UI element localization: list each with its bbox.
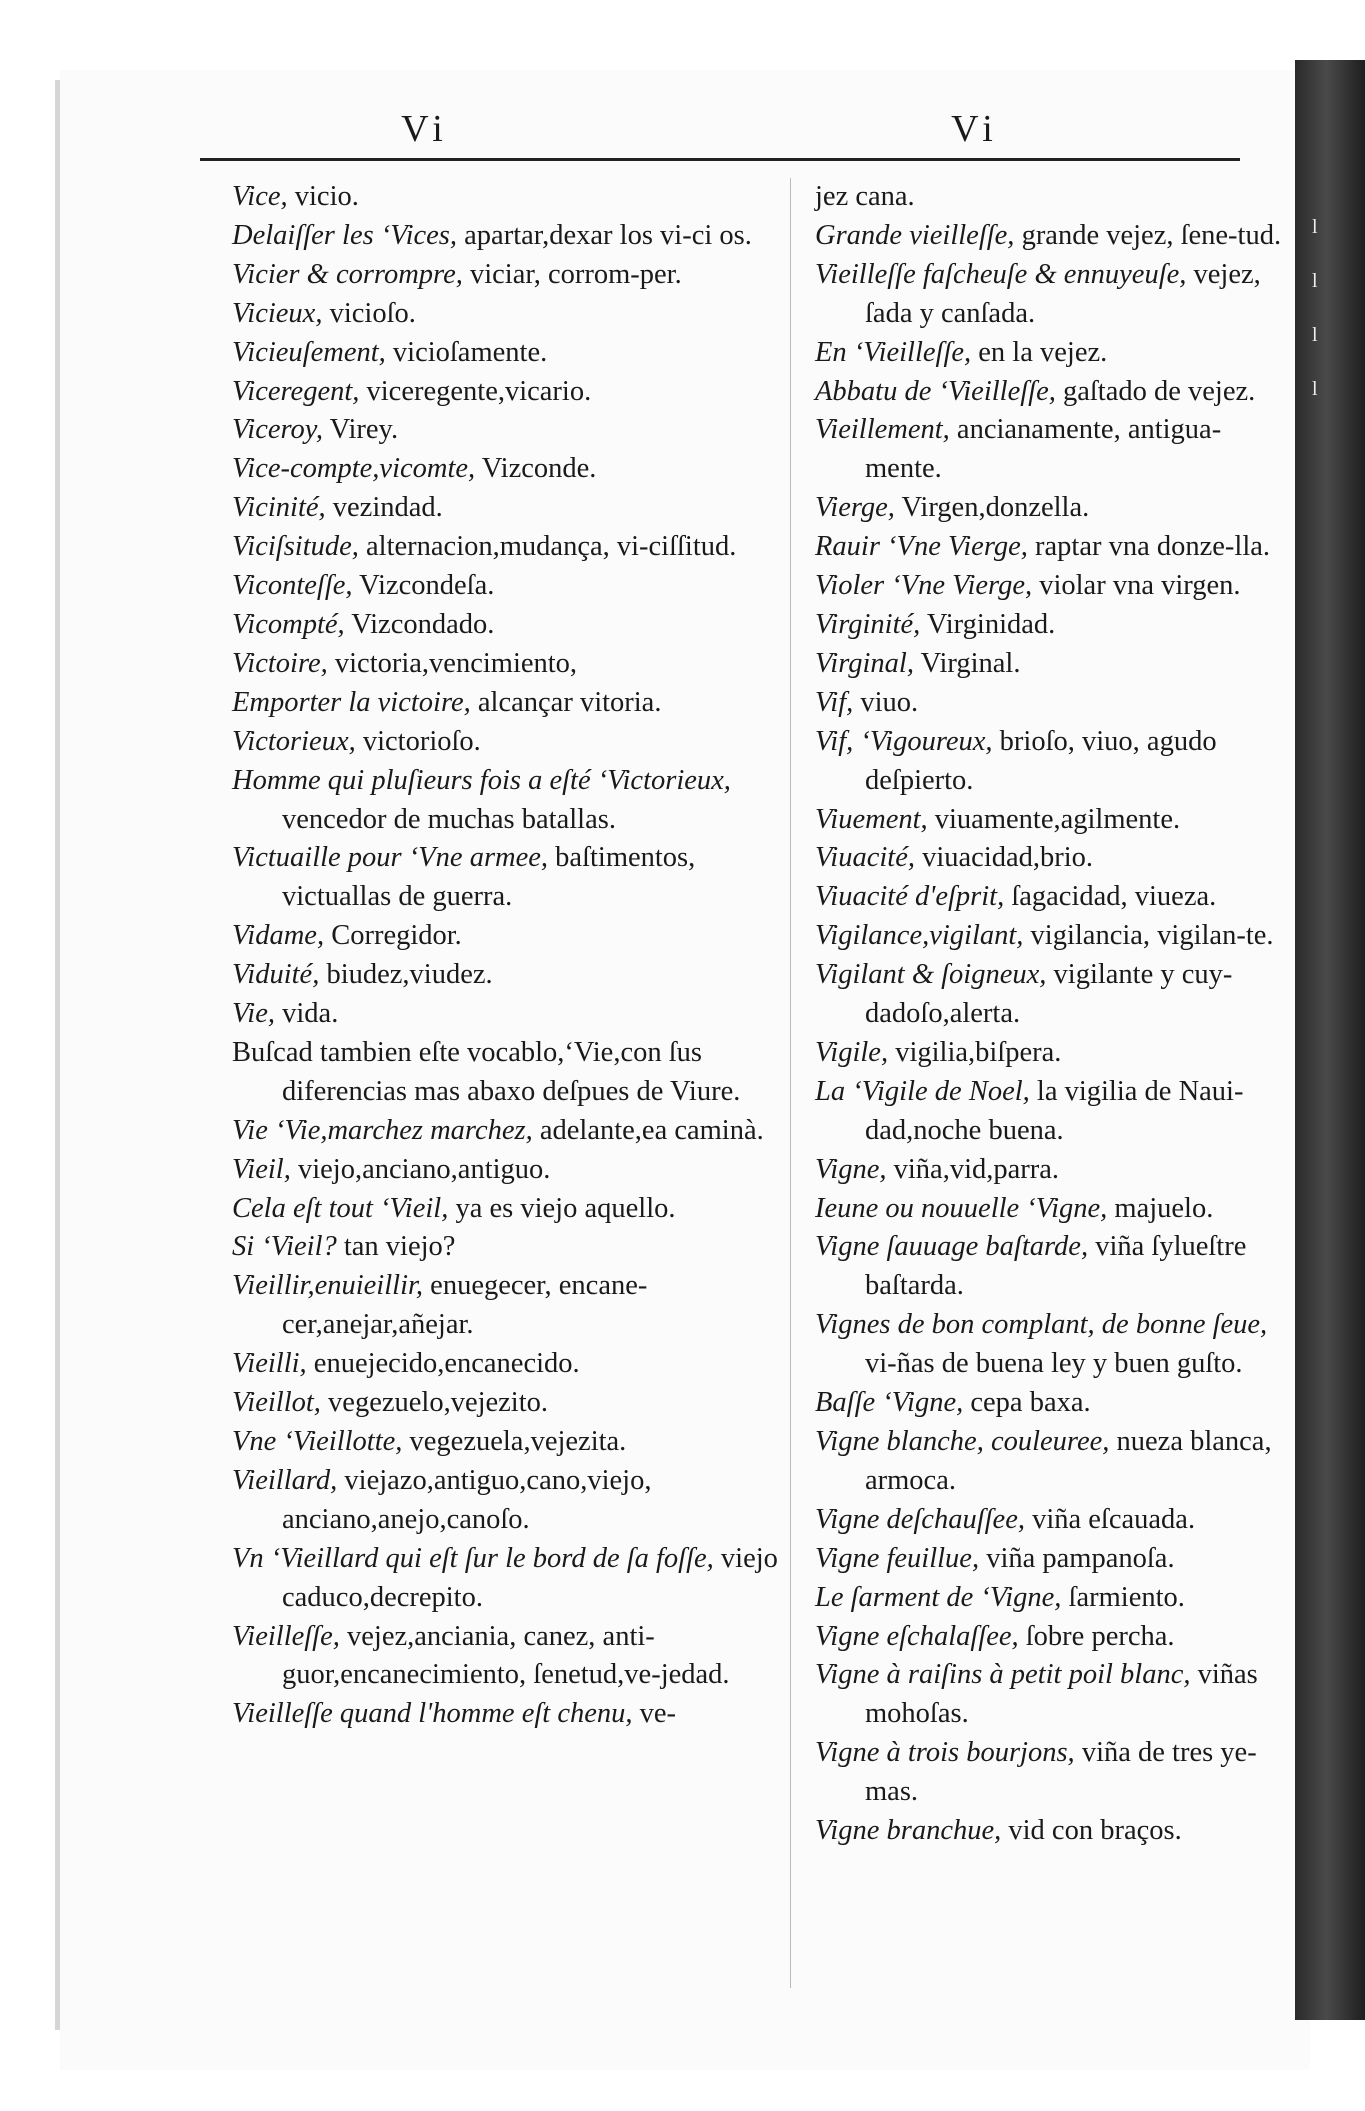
entry-definition: Buſcad tambien eſte vocablo,‘Vie,con ſus diferencias mas abaxo deſpues de Viure. xyxy=(232,1036,741,1107)
dictionary-entry xyxy=(815,1540,1290,1579)
dictionary-entry xyxy=(815,334,1290,373)
dictionary-entry xyxy=(815,1073,1290,1151)
entry-headword: Vierge, xyxy=(815,492,895,524)
entry-definition: viña ſylueſtre baſtarda. xyxy=(865,1231,1247,1302)
dictionary-entry xyxy=(232,1190,780,1229)
entry-definition: vicio. xyxy=(287,181,359,212)
entry-definition: Virgen,donzella. xyxy=(894,492,1090,524)
entry-definition: tan viejo? xyxy=(336,1231,456,1263)
entry-definition: victorioſo. xyxy=(355,725,481,757)
entry-headword: Virginal, xyxy=(815,647,914,679)
dictionary-entry xyxy=(815,1228,1290,1306)
dictionary-entry xyxy=(232,528,780,567)
entry-headword: Cela eſt tout ‘Vieil, xyxy=(232,1192,449,1224)
entry-headword: La ‘Vigile de Noel, xyxy=(815,1075,1030,1107)
dictionary-entry xyxy=(815,411,1290,489)
dictionary-entry xyxy=(232,1423,780,1462)
entry-headword: Vicinité, xyxy=(232,492,326,524)
dictionary-entry xyxy=(232,1695,780,1734)
entry-headword: Vigne ſauuage baſtarde, xyxy=(815,1231,1089,1263)
header-rule xyxy=(200,158,1240,161)
entry-definition: vejez,anciania, canez, anti-guor,encanecimiento, ſenetud,ve-jedad. xyxy=(282,1620,730,1691)
entry-definition: violar vna virgen. xyxy=(1032,570,1241,602)
dictionary-entry xyxy=(815,178,1290,217)
entry-definition: vid con braços. xyxy=(1001,1815,1182,1847)
dictionary-entry xyxy=(815,956,1290,1034)
entry-definition: vegezuela,vejezita. xyxy=(402,1426,627,1457)
entry-headword: Vignes de bon complant, de bonne ſeue, xyxy=(815,1309,1268,1341)
entry-headword: Vieillard, xyxy=(232,1464,338,1496)
entry-headword: Victoire, xyxy=(232,647,328,679)
dictionary-entry xyxy=(232,1228,780,1267)
dictionary-entry xyxy=(815,645,1290,684)
entry-headword: Vicieux, xyxy=(232,297,323,329)
dictionary-entry xyxy=(232,684,780,723)
dictionary-entry xyxy=(815,1501,1290,1540)
left-column xyxy=(232,178,780,1734)
entry-definition: la vigilia de Naui-dad,noche buena. xyxy=(865,1075,1244,1146)
entry-headword: Vigne à trois bourjons, xyxy=(815,1737,1075,1769)
dictionary-entry xyxy=(815,528,1290,567)
dictionary-entry xyxy=(232,762,780,840)
dictionary-entry xyxy=(232,567,780,606)
entry-headword: Vicier & corrompre, xyxy=(232,258,463,290)
entry-headword: Viceregent, xyxy=(232,375,360,407)
entry-headword: Vieillement, xyxy=(815,414,950,446)
running-header-left: Vi xyxy=(401,108,449,150)
entry-headword: Violer ‘Vne Vierge, xyxy=(815,570,1033,602)
entry-headword: Viciſsitude, xyxy=(232,531,359,563)
dictionary-entry xyxy=(815,373,1290,412)
entry-headword: Grande vieilleſſe, xyxy=(815,219,1015,251)
dictionary-entry xyxy=(232,411,780,450)
entry-definition: Vizconde. xyxy=(475,453,597,485)
entry-definition: viuacidad,brio. xyxy=(914,842,1094,874)
entry-headword: Vie, xyxy=(232,998,275,1030)
entry-headword: Viuacité d'eſprit, xyxy=(815,881,1005,913)
entry-headword: Vice, xyxy=(232,181,288,212)
entry-definition: vejez, ſada y canſada. xyxy=(865,258,1261,329)
entry-definition: viejazo,antiguo,cano,viejo, anciano,anejo,canoſo. xyxy=(282,1464,652,1535)
entry-definition: vi-ñas de buena ley y buen guſto. xyxy=(865,1348,1243,1380)
dictionary-entry xyxy=(815,489,1290,528)
entry-definition: ancianamente, antigua-mente. xyxy=(865,414,1222,485)
entry-headword: Vieilleſſe, xyxy=(232,1620,340,1652)
column-divider xyxy=(790,178,791,1988)
dictionary-entry xyxy=(815,801,1290,840)
entry-headword: Baſſe ‘Vigne, xyxy=(815,1387,964,1419)
dictionary-entry xyxy=(815,878,1290,917)
entry-definition: baſtimentos, victuallas de guerra. xyxy=(282,842,696,913)
entry-headword: Vieillir,enuieillir, xyxy=(232,1270,424,1302)
page-left-edge xyxy=(55,80,60,2030)
entry-headword: Vigne feuillue, xyxy=(815,1542,980,1574)
dictionary-entry xyxy=(232,1345,780,1384)
entry-headword: Vidame, xyxy=(232,920,325,952)
entry-headword: Victorieux, xyxy=(232,725,356,757)
dictionary-entry xyxy=(815,1384,1290,1423)
entry-headword: Vigilance,vigilant, xyxy=(815,920,1024,952)
entry-headword: Vicontеſſe, xyxy=(232,570,353,602)
entry-definition: gaſtado de vejez. xyxy=(1055,375,1256,407)
entry-headword: Vieilleſſe quand l'homme eſt chenu, xyxy=(232,1698,633,1730)
dictionary-entry xyxy=(815,567,1290,606)
dictionary-entry xyxy=(232,1618,780,1696)
entry-headword: Vigne branchue, xyxy=(815,1815,1002,1847)
dictionary-entry xyxy=(815,1151,1290,1190)
entry-headword: Viduité, xyxy=(232,959,320,991)
margin-fragment: l xyxy=(1312,216,1318,238)
dictionary-entry xyxy=(815,1423,1290,1501)
dictionary-entry xyxy=(815,217,1290,256)
entry-headword: Vicieuſement, xyxy=(232,336,386,368)
margin-fragment: l xyxy=(1312,324,1318,346)
entry-definition: vezindad. xyxy=(325,492,443,524)
entry-headword: Ieune ou nouuelle ‘Vigne, xyxy=(815,1192,1108,1224)
dictionary-entry xyxy=(232,450,780,489)
entry-headword: Viuacité, xyxy=(815,842,915,874)
entry-definition: viuo. xyxy=(853,686,919,718)
entry-definition: biudez,viudez. xyxy=(319,959,493,991)
entry-definition: Virginal. xyxy=(913,647,1021,679)
entry-headword: Virginité, xyxy=(815,608,921,640)
entry-definition: victoria,vencimiento, xyxy=(327,647,578,679)
entry-headword: Vigilant & ſoigneux, xyxy=(815,959,1047,991)
entry-definition: viejo,anciano,antiguo. xyxy=(290,1153,551,1185)
entry-definition: viña eſcauada. xyxy=(1024,1503,1196,1535)
entry-headword: Vieilli, xyxy=(232,1348,307,1380)
entry-definition: enuegecer, encane-cer,anejar,añejar. xyxy=(282,1270,648,1341)
dictionary-entry xyxy=(232,489,780,528)
entry-headword: Vigile, xyxy=(815,1036,889,1068)
entry-definition: vicioſo. xyxy=(322,297,416,329)
entry-definition: viña,vid,parra. xyxy=(886,1153,1060,1185)
entry-definition: vida. xyxy=(275,998,339,1030)
dictionary-entry xyxy=(815,839,1290,878)
dictionary-entry xyxy=(232,256,780,295)
right-column xyxy=(815,178,1290,1851)
entry-headword: Vif, ‘Vigoureux, xyxy=(815,725,993,757)
entry-definition: viña pampanoſa. xyxy=(979,1542,1175,1574)
dictionary-entry xyxy=(232,1462,780,1540)
entry-definition: viña de tres ye-mas. xyxy=(865,1737,1257,1808)
entry-definition: viceregente,vicario. xyxy=(359,375,592,407)
entry-headword: Vne ‘Vieillotte, xyxy=(232,1426,403,1457)
dictionary-entry xyxy=(815,1812,1290,1851)
entry-headword: Vn ‘Vieillard qui eſt ſur le bord de ſa foſſe, xyxy=(232,1542,714,1574)
dictionary-entry xyxy=(232,995,780,1034)
entry-definition: vigilancia, vigilan-te. xyxy=(1023,920,1274,952)
entry-headword: Vice-compte,vicomte, xyxy=(232,453,476,485)
entry-headword: Viceroy, xyxy=(232,414,323,446)
entry-headword: Le ſarment de ‘Vigne, xyxy=(815,1581,1062,1613)
dictionary-entry xyxy=(232,956,780,995)
running-header-right: Vi xyxy=(951,108,999,150)
entry-headword: Vie ‘Vie,marchez marchez, xyxy=(232,1114,533,1146)
entry-headword: Vigne eſchalaſſee, xyxy=(815,1620,1019,1652)
entry-definition: Corregidor. xyxy=(324,920,462,952)
entry-headword: Homme qui pluſieurs fois a eſté ‘Victorieux, xyxy=(232,764,731,796)
dictionary-entry xyxy=(232,1151,780,1190)
entry-definition: Virey. xyxy=(323,414,399,446)
dictionary-entry xyxy=(815,1579,1290,1618)
entry-headword: Si ‘Vieil? xyxy=(232,1231,337,1263)
dictionary-entry xyxy=(815,1034,1290,1073)
margin-fragment: l xyxy=(1312,270,1318,292)
dictionary-entry xyxy=(232,606,780,645)
entry-definition: nueza blanca, armoca. xyxy=(865,1426,1272,1496)
entry-definition: vegezuelo,vejezito. xyxy=(320,1387,549,1419)
entry-headword: Vigne à raiſins à petit poil blanc, xyxy=(815,1659,1191,1691)
right-margin-fragments xyxy=(1312,200,1362,416)
entry-definition: viñas mohoſas. xyxy=(865,1659,1258,1730)
entry-definition: vigilia,biſpera. xyxy=(888,1036,1062,1068)
entry-headword: Vicompté, xyxy=(232,608,345,640)
dictionary-entry xyxy=(815,1618,1290,1657)
entry-definition: raptar vna donze-lla. xyxy=(1027,531,1271,563)
entry-headword: Emporter la victoire, xyxy=(232,686,471,718)
entry-headword: Abbatu de ‘Vieilleſſe, xyxy=(815,375,1056,407)
entry-headword: Rauir ‘Vne Vierge, xyxy=(815,531,1028,563)
dictionary-entry xyxy=(232,1034,780,1112)
entry-definition: cepa baxa. xyxy=(963,1387,1091,1419)
entry-definition: ya es viejo aquello. xyxy=(448,1192,676,1224)
dictionary-entry xyxy=(232,334,780,373)
dictionary-entry xyxy=(232,1112,780,1151)
entry-definition: ſobre percha. xyxy=(1018,1620,1175,1652)
entry-definition: alcançar vitoria. xyxy=(470,686,662,718)
dictionary-entry xyxy=(232,1540,780,1618)
dictionary-entry xyxy=(232,217,780,256)
dictionary-entry xyxy=(232,645,780,684)
dictionary-entry xyxy=(815,1734,1290,1812)
entry-definition: Vizcondeſa. xyxy=(352,570,495,602)
entry-definition: jez cana. xyxy=(815,181,915,212)
dictionary-entry xyxy=(815,723,1290,801)
entry-definition: viejo caduco,decrepito. xyxy=(282,1542,778,1613)
entry-headword: Vigne, xyxy=(815,1153,887,1185)
entry-definition: Virginidad. xyxy=(920,608,1056,640)
entry-definition: ſagacidad, viueza. xyxy=(1004,881,1217,913)
running-header xyxy=(150,100,1250,158)
entry-definition: vicioſamente. xyxy=(385,336,548,368)
entry-definition: majuelo. xyxy=(1107,1192,1214,1224)
entry-definition: grande vejez, ſene-tud. xyxy=(1014,219,1282,251)
entry-definition: adelante,ea caminà. xyxy=(532,1114,764,1146)
entry-headword: Victuaille pour ‘Vne armee, xyxy=(232,842,549,874)
entry-definition: en la vejez. xyxy=(971,336,1108,368)
dictionary-entry xyxy=(232,295,780,334)
dictionary-entry xyxy=(232,839,780,917)
entry-headword: Vigne deſchauſſee, xyxy=(815,1503,1025,1535)
entry-definition: vencedor de muchas batallas. xyxy=(282,803,616,835)
entry-definition: viuamente,agilmente. xyxy=(927,803,1181,835)
dictionary-entry xyxy=(232,373,780,412)
dictionary-entry xyxy=(815,256,1290,334)
dictionary-entry xyxy=(815,1656,1290,1734)
entry-definition: Vizcondado. xyxy=(344,608,495,640)
entry-headword: Delaiſſer les ‘Vices, xyxy=(232,219,458,251)
entry-headword: Vieil, xyxy=(232,1153,291,1185)
dictionary-entry xyxy=(815,606,1290,645)
dictionary-entry xyxy=(815,1190,1290,1229)
entry-definition: brioſo, viuo, agudo deſpierto. xyxy=(865,725,1217,796)
dictionary-entry xyxy=(232,1267,780,1345)
dictionary-entry xyxy=(815,917,1290,956)
entry-definition: vigilante y cuy-dadoſo,alerta. xyxy=(865,959,1233,1030)
entry-definition: apartar,dexar los vi-ci os. xyxy=(457,219,752,251)
dictionary-entry xyxy=(815,684,1290,723)
dictionary-entry xyxy=(232,723,780,762)
entry-headword: Viuement, xyxy=(815,803,928,835)
dictionary-entry xyxy=(815,1306,1290,1384)
margin-fragment: l xyxy=(1312,378,1318,400)
entry-headword: En ‘Vieilleſſe, xyxy=(815,336,972,368)
entry-definition: ſarmiento. xyxy=(1061,1581,1185,1613)
dictionary-entry xyxy=(232,1384,780,1423)
entry-headword: Vieilleſſe faſcheuſe & ennuyeuſe, xyxy=(815,258,1187,290)
entry-definition: ve- xyxy=(632,1698,677,1730)
entry-definition: alternacion,mudança, vi-ciſſitud. xyxy=(358,531,737,563)
entry-definition: enuejecido,encanecido. xyxy=(306,1348,580,1380)
entry-headword: Vieillot, xyxy=(232,1387,321,1419)
dictionary-entry xyxy=(232,178,780,217)
entry-headword: Vif, xyxy=(815,686,854,718)
entry-headword: Vigne blanche, couleuree, xyxy=(815,1426,1110,1457)
dictionary-entry xyxy=(232,917,780,956)
entry-definition: viciar, corrom-per. xyxy=(462,258,682,290)
